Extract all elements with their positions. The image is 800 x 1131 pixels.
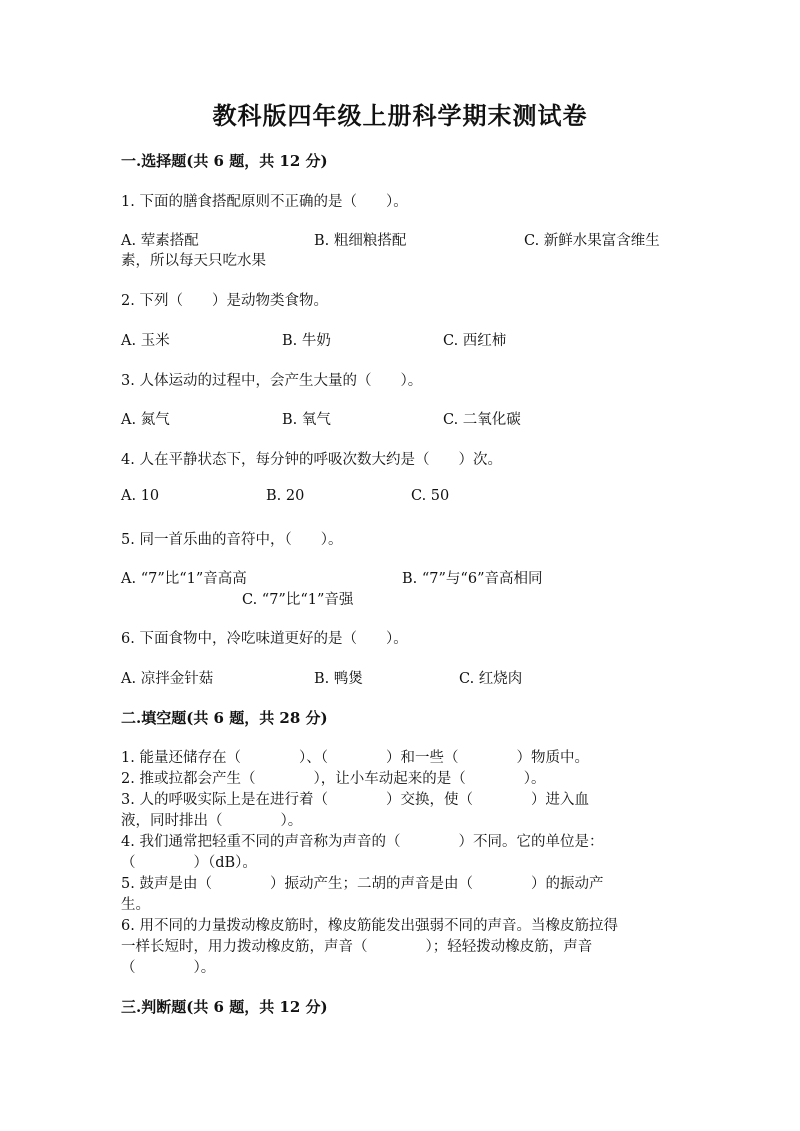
question-1-option-c-cont: 素，所以每天只吃水果 — [121, 253, 266, 269]
question-6-stem: 6. 下面食物中，冷吃味道更好的是（ ）。 — [121, 631, 408, 647]
question-1-option-b: B. 粗细粮搭配 — [314, 233, 407, 249]
fill-line-7: 5. 鼓声是由（ ）振动产生；二胡的声音是由（ ）的振动产 — [121, 876, 604, 892]
question-4-option-a: A. 10 — [121, 488, 160, 504]
section-heading-judge: 三.判断题(共 6 题，共 12 分) — [121, 998, 328, 1016]
fill-line-11: （ ）。 — [121, 960, 216, 976]
question-5-option-c: C. “7”比“1”音强 — [242, 592, 354, 608]
question-6-option-b: B. 鸭煲 — [314, 671, 363, 687]
question-1-stem: 1. 下面的膳食搭配原则不正确的是（ ）。 — [121, 194, 408, 210]
question-1-option-a: A. 荤素搭配 — [121, 233, 199, 249]
question-5-option-b: B. “7”与“6”音高相同 — [402, 571, 543, 587]
question-3-option-c: C. 二氧化碳 — [443, 412, 521, 428]
question-1-option-c: C. 新鲜水果富含维生 — [524, 233, 660, 249]
question-6-option-a: A. 凉拌金针菇 — [121, 671, 214, 687]
question-5-stem: 5. 同一首乐曲的音符中，（ ）。 — [121, 532, 343, 548]
question-6-option-c: C. 红烧肉 — [459, 671, 523, 687]
fill-line-8: 生。 — [121, 897, 150, 913]
fill-line-3: 3. 人的呼吸实际上是在进行着（ ）交换，使（ ）进入血 — [121, 792, 589, 808]
fill-line-4: 液，同时排出（ ）。 — [121, 813, 303, 829]
fill-line-5: 4. 我们通常把轻重不同的声音称为声音的（ ）不同。它的单位是： — [121, 834, 604, 850]
fill-line-1: 1. 能量还储存在（ ）、（ ）和一些（ ）物质中。 — [121, 750, 589, 766]
fill-line-6: （ ）（dB）。 — [121, 855, 257, 871]
question-4-stem: 4. 人在平静状态下，每分钟的呼吸次数大约是（ ）次。 — [121, 452, 502, 468]
exam-title: 教科版四年级上册科学期末测试卷 — [212, 101, 588, 130]
section-heading-choice: 一.选择题(共 6 题，共 12 分) — [121, 152, 328, 170]
question-3-option-a: A. 氮气 — [121, 412, 170, 428]
question-4-option-b: B. 20 — [266, 488, 305, 504]
question-2-option-a: A. 玉米 — [121, 333, 170, 349]
question-3-option-b: B. 氧气 — [282, 412, 331, 428]
fill-line-2: 2. 推或拉都会产生（ ），让小车动起来的是（ ）。 — [121, 771, 546, 787]
question-4-option-c: C. 50 — [411, 488, 450, 504]
section-heading-fill: 二.填空题(共 6 题，共 28 分) — [121, 709, 328, 727]
question-3-stem: 3. 人体运动的过程中，会产生大量的（ ）。 — [121, 373, 423, 389]
fill-line-9: 6. 用不同的力量拨动橡皮筋时，橡皮筋能发出强弱不同的声音。当橡皮筋拉得 — [121, 918, 618, 934]
question-2-stem: 2. 下列（ ）是动物类食物。 — [121, 293, 328, 309]
fill-line-10: 一样长短时，用力拨动橡皮筋，声音（ ）；轻轻拨动橡皮筋，声音 — [121, 939, 593, 955]
question-2-option-b: B. 牛奶 — [282, 333, 331, 349]
question-5-option-a: A. “7”比“1”音高高 — [121, 571, 247, 587]
question-2-option-c: C. 西红柿 — [443, 333, 507, 349]
